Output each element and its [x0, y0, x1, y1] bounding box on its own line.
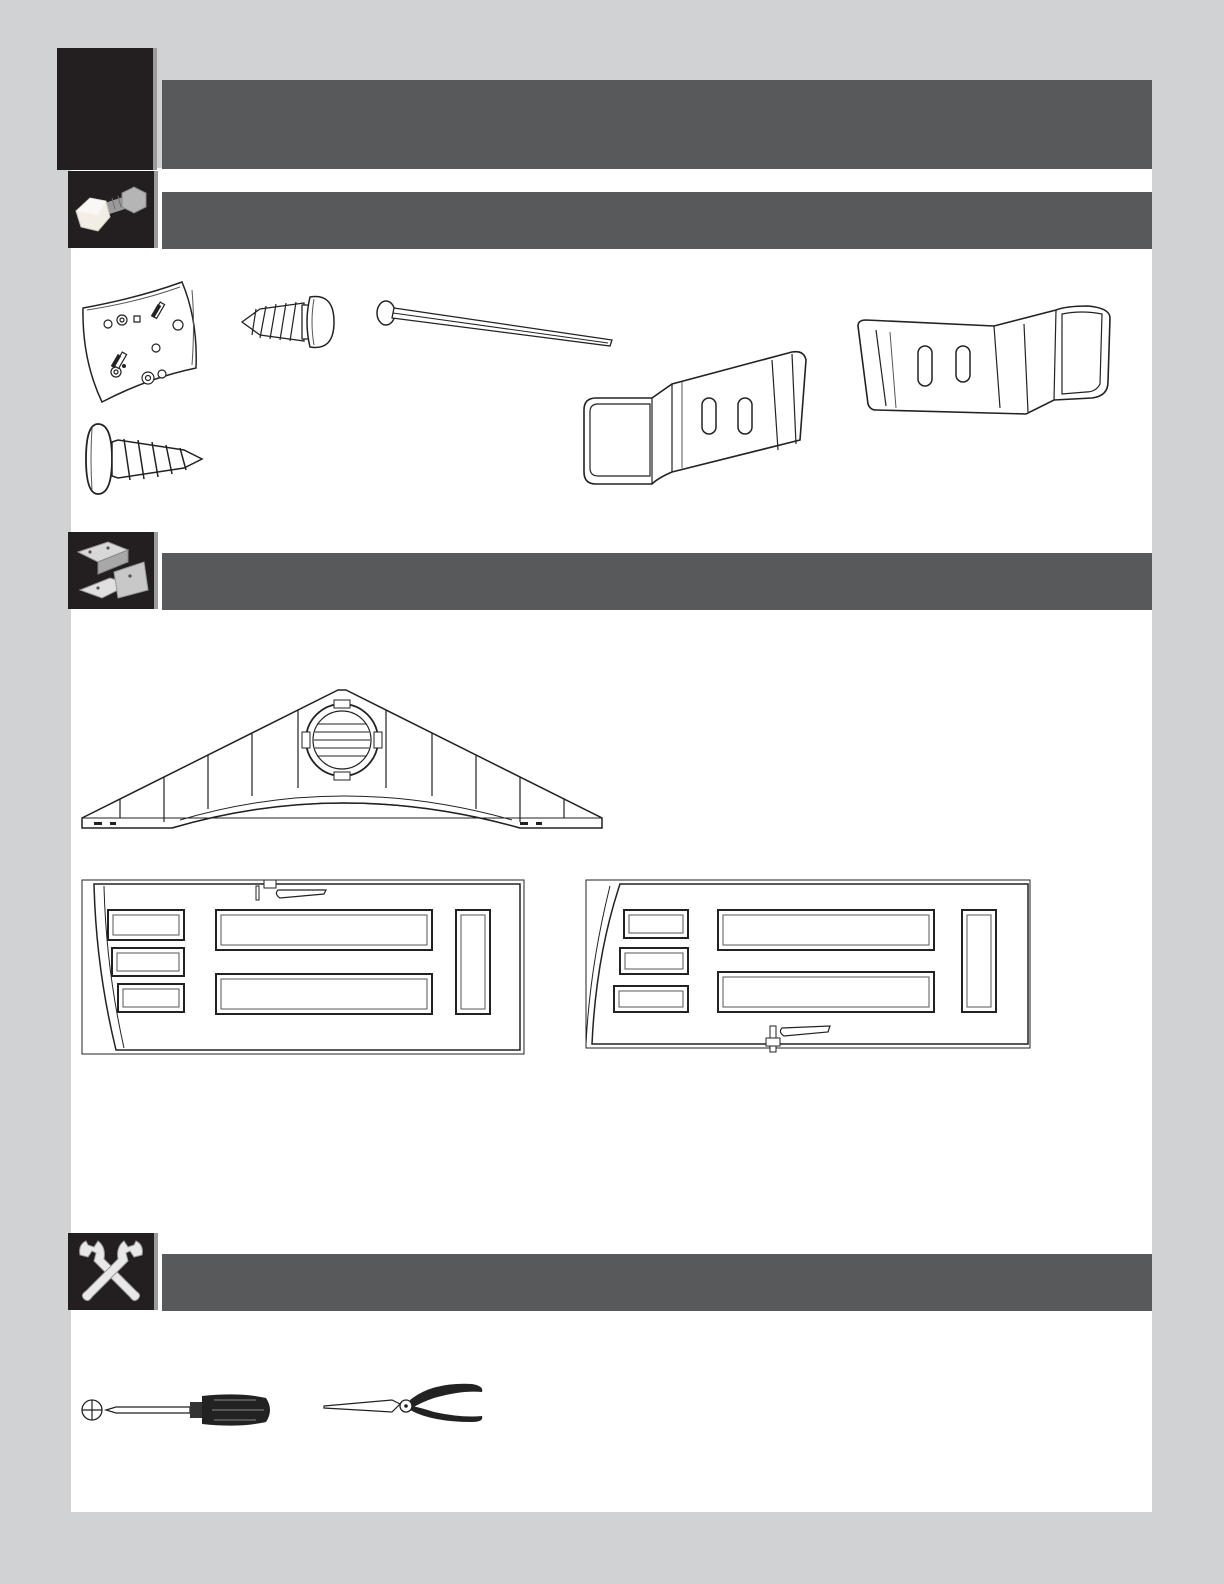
- door-bracket-right-icon: [856, 304, 1114, 418]
- metal-bracket-icon: [68, 532, 154, 609]
- needle-nose-pliers-icon: [322, 1382, 488, 1432]
- bolt-and-nut-icon: [68, 171, 154, 248]
- gable-panel-icon: [80, 688, 608, 840]
- step-box-edge: [153, 48, 157, 170]
- door-panel-left-icon: [80, 878, 528, 1058]
- door-panel-right-icon: [584, 876, 1040, 1064]
- tools-section-bar: [162, 1254, 1152, 1311]
- step-number-box: [57, 48, 156, 170]
- parts-section-bar: [162, 553, 1152, 610]
- hardware-section-bar: [162, 192, 1152, 249]
- large-screw-icon: [84, 422, 206, 496]
- tools-icon-edge: [154, 1233, 158, 1310]
- phillips-screwdriver-icon: [80, 1390, 276, 1430]
- parts-section-icon-box: [68, 532, 154, 609]
- parts-icon-edge: [154, 532, 158, 609]
- hardware-bag-icon: [78, 280, 200, 404]
- step-title-bar: [162, 80, 1152, 169]
- hardware-section-icon-box: [68, 171, 154, 248]
- hardware-icon-edge: [154, 171, 158, 248]
- crossed-wrenches-icon: [68, 1233, 154, 1310]
- door-bracket-left-icon: [582, 348, 808, 488]
- small-screw-icon: [240, 289, 336, 355]
- tools-section-icon-box: [68, 1233, 154, 1310]
- cotter-pin-icon: [372, 296, 618, 352]
